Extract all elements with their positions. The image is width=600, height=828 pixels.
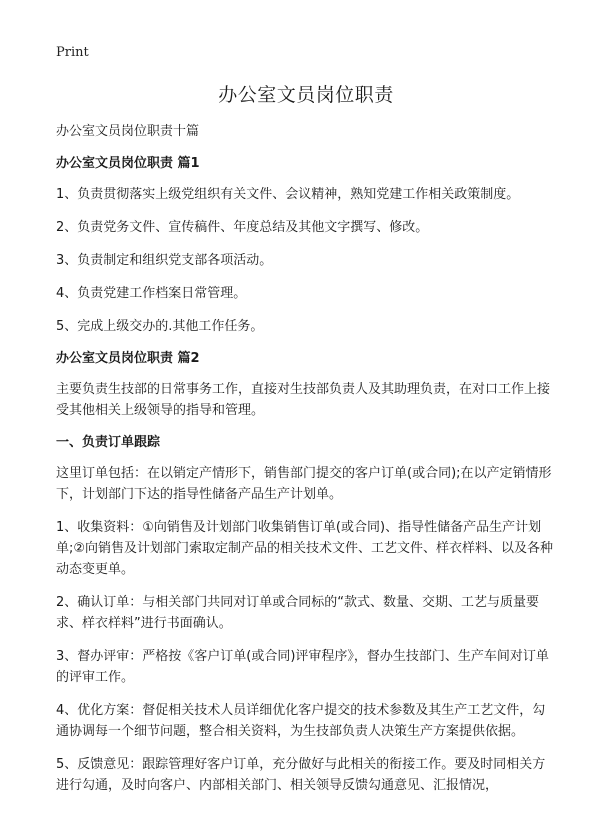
list-item: 3、负责制定和组织党支部各项活动。	[56, 253, 273, 268]
subsection-heading: 一、负责订单跟踪	[56, 435, 161, 450]
section-heading-2: 办公室文员岗位职责 篇2	[56, 351, 200, 366]
list-item: 4、负责党建工作档案日常管理。	[56, 286, 247, 301]
paragraph: 4、优化方案：督促相关技术人员详细优化客户提交的技术参数及其生产工艺文件，勾通协调每一个细节问题，整合相关资料，为生技部负责人决策生产方案提供依据。	[56, 703, 546, 739]
paragraph: 3、督办评审：严格按《客户订单(或合同)评审程序》，督办生技部门、生产车间对订单的评审工作。	[56, 649, 549, 685]
paragraph: 5、反馈意见：跟踪管理好客户订单，充分做好与此相关的衔接工作。要及时同相关方进行勾通，及时向客户、内部相关部门、相关领导反馈勾通意见、汇报情况，	[56, 757, 546, 793]
paragraph: 1、收集资料：①向销售及计划部门收集销售订单(或合同)、指导性储备产品生产计划单;②向销售及计划部门索取定制产品的相关技术文件、工艺文件、样衣样料、以及各种动态变更单。	[56, 520, 554, 577]
print-label: Print	[56, 45, 89, 60]
list-item: 5、完成上级交办的.其他工作任务。	[56, 319, 264, 334]
list-item: 1、负责贯彻落实上级党组织有关文件、会议精神，熟知党建工作相关政策制度。	[56, 187, 520, 202]
paragraph: 这里订单包括：在以销定产情形下，销售部门提交的客户订单(或合同);在以产定销情形下，计划部门下达的指导性储备产品生产计划单。	[56, 466, 552, 502]
section-heading-1: 办公室文员岗位职责 篇1	[56, 156, 200, 171]
section-intro: 主要负责生技部的日常事务工作，直接对生技部负责人及其助理负责，在对口工作上接受其他相关上级领导的指导和管理。	[56, 382, 551, 418]
paragraph: 2、确认订单：与相关部门共同对订单或合同标的“款式、数量、交期、工艺与质量要求、样衣样料”进行书面确认。	[56, 595, 540, 631]
list-item: 2、负责党务文件、宣传稿件、年度总结及其他文字撰写、修改。	[56, 220, 429, 235]
document-subtitle: 办公室文员岗位职责十篇	[56, 124, 200, 139]
page-title: 办公室文员岗位职责	[218, 84, 394, 106]
